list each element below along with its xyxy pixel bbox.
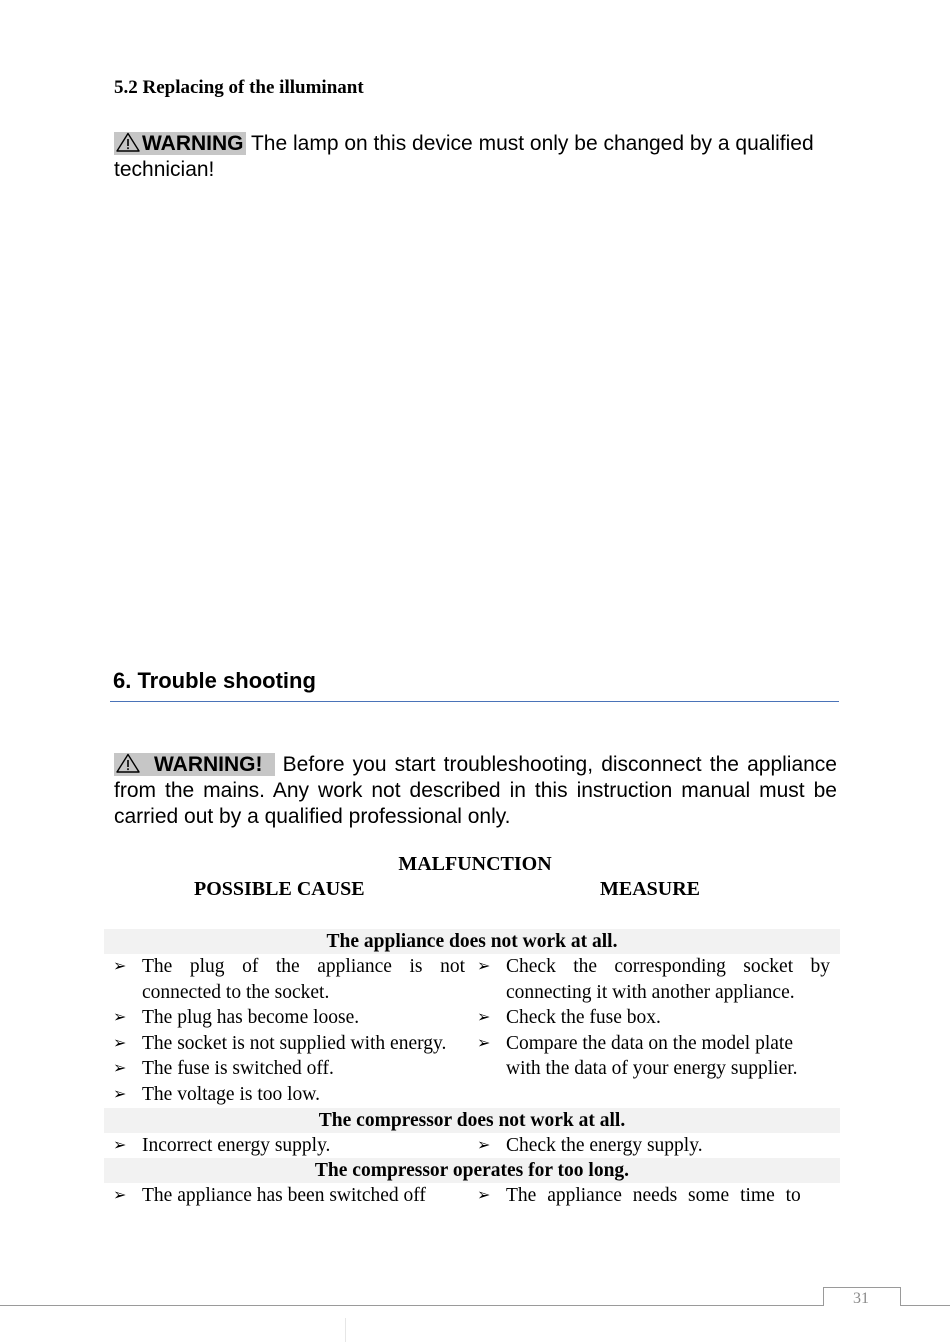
malfunction-group xyxy=(104,1158,840,1209)
chapter-rule xyxy=(110,701,839,702)
measure-item: ➢ Check the corresponding socket by connecting it with another appliance. xyxy=(477,956,830,1003)
arrowhead-bullet-icon: ➢ xyxy=(477,1187,491,1205)
warning-lamp-notice xyxy=(114,131,864,183)
column-header-cause: POSSIBLE CAUSE xyxy=(194,878,365,900)
measure-item: ➢ Check the energy supply. xyxy=(477,1133,830,1159)
arrowhead-bullet-icon: ➢ xyxy=(113,1034,127,1052)
arrowhead-bullet-icon: ➢ xyxy=(113,1060,127,1078)
measure-item: ➢ Compare the data on the model plate with the data of your energy supplier. xyxy=(477,1032,798,1080)
malfunction-title: The compressor does not work at all. xyxy=(104,1108,840,1133)
cause-column xyxy=(104,954,470,1108)
measure-column xyxy=(470,1133,840,1159)
warning-text: The lamp on this device must only be changed by a qualified technician! xyxy=(114,132,814,181)
malfunction-group xyxy=(104,1108,840,1159)
cause-item: ➢ The fuse is switched off. xyxy=(113,1056,465,1082)
cause-item: ➢ The appliance has been switched off xyxy=(113,1183,465,1209)
arrowhead-bullet-icon: ➢ xyxy=(477,1136,491,1154)
troubleshooting-table xyxy=(104,929,840,1209)
warning-troubleshooting-notice xyxy=(114,752,837,830)
cause-item: ➢ The plug has become loose. xyxy=(113,1005,465,1031)
arrowhead-bullet-icon: ➢ xyxy=(477,1034,491,1052)
measure-column xyxy=(470,954,840,1108)
arrowhead-bullet-icon: ➢ xyxy=(113,1187,127,1205)
warning-tag xyxy=(114,132,246,155)
malfunction-title: The compressor operates for too long. xyxy=(104,1158,840,1183)
measure-item: ➢ The appliance needs some time to xyxy=(477,1183,830,1209)
warning-tag xyxy=(114,753,275,776)
cause-item: ➢ The plug of the appliance is not connected to the socket. xyxy=(113,956,465,1003)
footer-rule xyxy=(0,1305,950,1306)
cause-item: ➢ The socket is not supplied with energy. xyxy=(113,1031,465,1057)
warning-tag-label: WARNING! xyxy=(154,753,263,776)
column-header-measure: MEASURE xyxy=(600,878,701,900)
cause-item: ➢ The voltage is too low. xyxy=(113,1082,465,1108)
arrowhead-bullet-icon: ➢ xyxy=(113,1009,127,1027)
footer-divider xyxy=(345,1318,346,1342)
warning-text: Before you start troubleshooting, disconnect the appliance from the mains. Any work not described in this instruction manual must be carried out by a qualified professional only. xyxy=(114,753,837,828)
warning-tag-label: WARNING xyxy=(142,132,244,155)
arrowhead-bullet-icon: ➢ xyxy=(113,1136,127,1154)
section-title: 5.2 Replacing of the illuminant xyxy=(114,77,364,98)
malfunction-title: The appliance does not work at all. xyxy=(104,929,840,954)
warning-triangle-icon xyxy=(116,132,140,152)
malfunction-heading: MALFUNCTION xyxy=(398,853,552,875)
cause-column xyxy=(104,1133,470,1159)
arrowhead-bullet-icon: ➢ xyxy=(113,1085,127,1103)
arrowhead-bullet-icon: ➢ xyxy=(477,1009,491,1027)
measure-item: ➢ Check the fuse box. xyxy=(477,1005,830,1031)
arrowhead-bullet-icon: ➢ xyxy=(113,958,127,975)
warning-triangle-icon xyxy=(116,753,140,773)
cause-column xyxy=(104,1183,470,1209)
chapter-heading: 6. Trouble shooting xyxy=(113,668,316,693)
page-number: 31 xyxy=(853,1290,869,1307)
malfunction-group xyxy=(104,929,840,1108)
arrowhead-bullet-icon: ➢ xyxy=(477,958,491,975)
cause-item: ➢ Incorrect energy supply. xyxy=(113,1133,465,1159)
measure-column xyxy=(470,1183,840,1209)
